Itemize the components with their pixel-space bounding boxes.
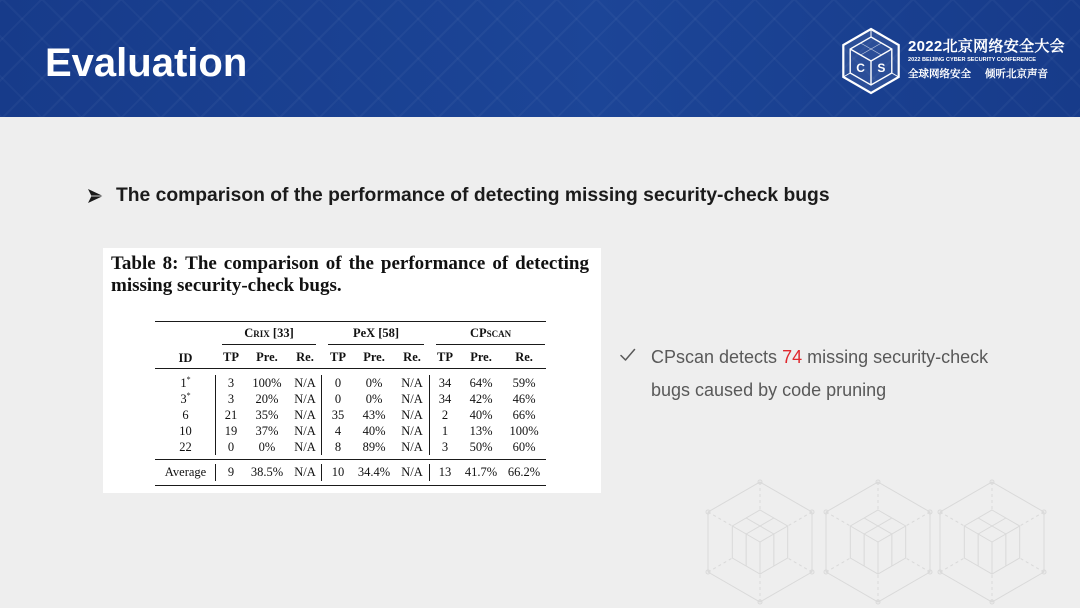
- row-id-cell: [155, 391, 216, 407]
- pex-recall-header: Re.: [403, 350, 421, 364]
- pex-recall-cell: N/A: [401, 440, 423, 454]
- crix-precision-header: Pre.: [256, 350, 278, 364]
- table-figure: [103, 248, 601, 493]
- crix-group-header-cell: [216, 322, 322, 348]
- average-cpscan-recall-cell: 66.2%: [507, 465, 541, 479]
- bullet-heading: The comparison of the performance of detecting missing security-check bugs: [116, 185, 830, 206]
- pex-precision-cell: 40%: [362, 424, 386, 438]
- decor-hexagon: [706, 480, 814, 604]
- pex-precision-cell: 0%: [365, 376, 383, 390]
- pex-precision-cell: 89%: [362, 440, 386, 454]
- crix-tp-cell: 21: [216, 407, 246, 423]
- table-body: [155, 369, 546, 460]
- cpscan-group-header: CPscan: [436, 326, 545, 345]
- checkmark-icon: [620, 348, 636, 362]
- cpscan-recall-cell: 46%: [512, 392, 536, 406]
- background-decoration: [690, 462, 1070, 608]
- table-average-section: [155, 460, 546, 486]
- pex-precision-cell: 0%: [365, 392, 383, 406]
- crix-recall-header: Re.: [296, 350, 314, 364]
- cpscan-tp-cell: 34: [430, 375, 460, 391]
- slide-header: [0, 0, 1080, 117]
- average-cpscan-tp-cell: 13: [430, 460, 460, 486]
- table-row: [155, 407, 546, 423]
- row-id: 10: [179, 424, 192, 438]
- logo-letter: S: [877, 61, 886, 75]
- table-row: [155, 439, 546, 455]
- id-column-header: ID: [178, 351, 193, 365]
- pex-recall-cell: N/A: [401, 376, 423, 390]
- row-id-cell: [155, 439, 216, 455]
- pex-recall-cell: N/A: [401, 392, 423, 406]
- average-pex-recall-cell: N/A: [401, 465, 423, 479]
- crix-precision-cell: 20%: [255, 392, 279, 406]
- pex-tp-header: TP: [330, 350, 347, 364]
- table-average-row: [155, 460, 546, 486]
- cpscan-precision-cell: 50%: [469, 440, 493, 454]
- average-label-cell: Average: [164, 465, 207, 479]
- note-highlight-count: 74: [782, 347, 803, 367]
- average-crix-precision-cell: 38.5%: [250, 465, 284, 479]
- cpscan-recall-cell: 59%: [512, 376, 536, 390]
- conference-name-cn: 2022北京网络安全大会: [908, 38, 1065, 55]
- row-id-cell: [155, 407, 216, 423]
- cpscan-tp-header: TP: [437, 350, 454, 364]
- crix-precision-cell: 100%: [252, 376, 282, 390]
- crix-precision-cell: 0%: [258, 440, 276, 454]
- crix-tp-header: TP: [223, 350, 239, 364]
- conference-logo-icon: [837, 27, 905, 95]
- conference-name-en: 2022 BEIJING CYBER SECURITY CONFERENCE: [908, 57, 1036, 63]
- crix-group-header: Crix [33]: [222, 326, 316, 345]
- note-text: missing security-check bugs caused by code pruning: [651, 347, 989, 400]
- cpscan-precision-cell: 42%: [469, 392, 493, 406]
- pex-recall-cell: N/A: [401, 408, 423, 422]
- page-title: Evaluation: [45, 41, 248, 85]
- cpscan-group-header-cell: [430, 322, 546, 348]
- row-id: 1: [180, 376, 187, 390]
- pex-precision-header: Pre.: [363, 350, 385, 364]
- cpscan-tp-cell: 3: [430, 439, 460, 455]
- pex-tp-cell: 0: [322, 375, 354, 391]
- decor-hexagon: [938, 480, 1046, 604]
- crix-precision-cell: 37%: [255, 424, 279, 438]
- crix-precision-cell: 35%: [255, 408, 279, 422]
- crix-recall-cell: N/A: [294, 408, 316, 422]
- table-row: [155, 423, 546, 439]
- average-pex-tp-cell: 10: [322, 460, 354, 486]
- row-id-footnote-mark: *: [186, 390, 191, 400]
- pex-recall-cell: N/A: [401, 424, 423, 438]
- cpscan-recall-header: Re.: [515, 350, 533, 364]
- cpscan-recall-cell: 100%: [509, 424, 539, 438]
- row-id: 22: [179, 440, 192, 454]
- row-id: 6: [182, 408, 189, 422]
- conference-slogan: [908, 68, 1048, 81]
- crix-recall-cell: N/A: [294, 440, 316, 454]
- cpscan-recall-cell: 66%: [512, 408, 536, 422]
- conference-logo-text: [908, 38, 1065, 81]
- table-group-header-row: [155, 322, 546, 348]
- cpscan-recall-cell: 60%: [512, 440, 536, 454]
- table-caption: Table 8: The comparison of the performance of detecting missing security-check bugs.: [111, 253, 589, 296]
- result-note: [651, 341, 1001, 407]
- decor-hexagon: [824, 480, 932, 604]
- average-crix-tp-cell: 9: [216, 460, 246, 486]
- crix-recall-cell: N/A: [294, 376, 316, 390]
- cpscan-precision-cell: 64%: [469, 376, 493, 390]
- cpscan-tp-cell: 2: [430, 407, 460, 423]
- slogan-part: 全球网络安全: [908, 68, 971, 80]
- cpscan-precision-cell: 13%: [469, 424, 493, 438]
- row-id-footnote-mark: *: [186, 374, 191, 384]
- crix-recall-cell: N/A: [294, 392, 316, 406]
- average-pex-precision-cell: 34.4%: [357, 465, 391, 479]
- average-crix-recall-cell: N/A: [294, 465, 316, 479]
- row-id: 3: [180, 392, 187, 406]
- average-cpscan-precision-cell: 41.7%: [464, 465, 498, 479]
- table-header: [155, 322, 546, 369]
- crix-tp-cell: 19: [216, 423, 246, 439]
- arrow-bullet-icon: [88, 189, 103, 203]
- pex-precision-cell: 43%: [362, 408, 386, 422]
- table-row: [155, 391, 546, 407]
- logo-letter: C: [856, 61, 865, 75]
- crix-tp-cell: 3: [216, 391, 246, 407]
- crix-tp-cell: 3: [216, 375, 246, 391]
- row-id-cell: [155, 423, 216, 439]
- cpscan-tp-cell: 34: [430, 391, 460, 407]
- crix-recall-cell: N/A: [294, 424, 316, 438]
- pex-tp-cell: 0: [322, 391, 354, 407]
- comparison-table: [155, 321, 546, 486]
- pex-group-header-cell: [322, 322, 430, 348]
- pex-group-header: PeX [58]: [328, 326, 424, 345]
- crix-tp-cell: 0: [216, 439, 246, 455]
- cpscan-precision-header: Pre.: [470, 350, 492, 364]
- cpscan-precision-cell: 40%: [469, 408, 493, 422]
- note-text: CPscan detects: [651, 347, 783, 367]
- slogan-part: 倾听北京声音: [985, 68, 1048, 80]
- pex-tp-cell: 8: [322, 439, 354, 455]
- pex-tp-cell: 35: [322, 407, 354, 423]
- cpscan-tp-cell: 1: [430, 423, 460, 439]
- pex-tp-cell: 4: [322, 423, 354, 439]
- table-row: [155, 375, 546, 391]
- row-id-cell: [155, 375, 216, 391]
